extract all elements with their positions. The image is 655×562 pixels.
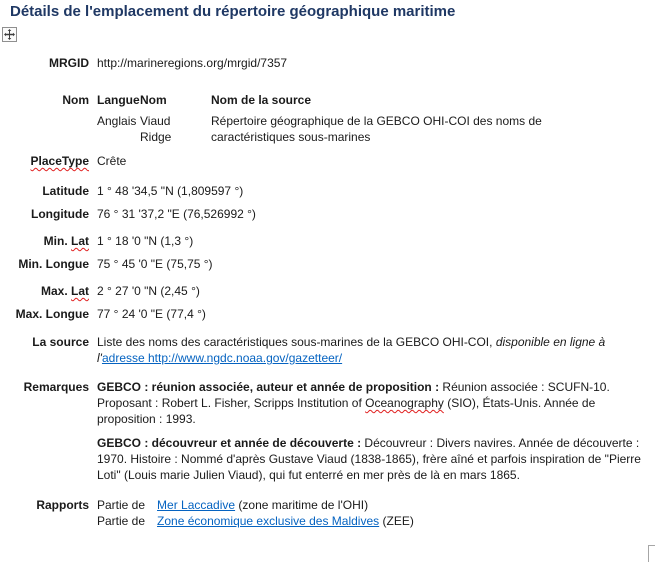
remarks-value	[97, 379, 648, 483]
mrgid-label: MRGID	[49, 56, 89, 70]
names-table	[97, 92, 648, 145]
min-long-label: Min. Longue	[18, 257, 89, 271]
placetype-value: Crête	[97, 154, 127, 168]
mrgid-value: http://marineregions.org/mrgid/7357	[97, 56, 288, 70]
field-row-max-long	[0, 306, 655, 322]
max-long-value: 77 ° 24 '0 "E (77,4 °)	[97, 307, 206, 321]
field-row-reports	[0, 497, 655, 529]
field-row-max-lat	[0, 283, 655, 299]
name-source: Répertoire géographique de la GEBCO OHI-COI des noms de caractéristiques sous-marines	[211, 114, 542, 144]
latitude-value: 1 ° 48 '34,5 "N (1,809597 °)	[97, 184, 244, 198]
max-long-label: Max. Longue	[15, 307, 89, 321]
field-row-remarks	[0, 379, 655, 483]
report-line-1: Partie de Mer Laccadive (zone maritime de l'OHI)	[97, 498, 369, 512]
placetype-label: PlaceType	[30, 154, 89, 168]
latitude-label: Latitude	[42, 184, 89, 198]
table-resize-handle[interactable]	[648, 545, 655, 562]
nom-label: Nom	[62, 93, 89, 107]
name-value: Viaud Ridge	[140, 114, 172, 144]
source-value: Liste des noms des caractéristiques sous-marines de la GEBCO OHI-COI, disponible en ligne à l'adresse http://www.ngdc.noaa.gov/gazetteer/	[97, 335, 606, 365]
remarks-paragraph-1: GEBCO : réunion associée, auteur et année de proposition : Réunion associée : SCUFN-10. Proposant : Robert L. Fisher, Scripps Institution of Oceanography (SIO), États-Unis. Année de proposition : 1993.	[97, 380, 610, 426]
field-row-nom	[0, 92, 655, 145]
names-col-nom: Nom	[140, 93, 167, 107]
longitude-label: Longitude	[31, 207, 89, 221]
remarks-paragraph-2: GEBCO : découvreur et année de découverte : Découvreur : Divers navires. Année de découverte : 1970. Histoire : Nommé d'après Gustave Viaud (1838-1865), frère aîné et parfois inspiration de "Pierre Loti" (Louis marie Julien Viaud), qui fut enterré en mer près de là en mars 1865.	[97, 436, 641, 482]
field-row-latitude	[0, 183, 655, 199]
field-row-min-long	[0, 256, 655, 272]
page-title: Détails de l'emplacement du répertoire géographique maritime	[10, 3, 456, 20]
reports-value	[97, 497, 648, 529]
field-row-source	[0, 334, 655, 366]
gazetteer-link[interactable]: adresse http://www.ngdc.noaa.gov/gazetteer/	[101, 351, 343, 365]
field-row-placetype	[0, 153, 655, 169]
min-lat-label: Min. Lat	[43, 234, 89, 248]
remarks-label: Remarques	[23, 380, 89, 394]
source-label: La source	[32, 335, 89, 349]
name-langue: Anglais	[97, 114, 137, 128]
names-col-source: Nom de la source	[211, 93, 312, 107]
source-italic-note: disponible en ligne à l'	[97, 335, 606, 365]
field-row-longitude	[0, 206, 655, 222]
field-row-min-lat	[0, 233, 655, 249]
longitude-value: 76 ° 31 '37,2 "E (76,526992 °)	[97, 207, 256, 221]
report-line-2: Partie de Zone économique exclusive des Maldives (ZEE)	[97, 514, 414, 528]
mer-laccadive-link[interactable]: Mer Laccadive	[157, 498, 236, 512]
min-long-value: 75 ° 45 '0 "E (75,75 °)	[97, 257, 213, 271]
min-lat-value: 1 ° 18 '0 "N (1,3 °)	[97, 234, 194, 248]
field-row-mrgid	[0, 55, 655, 71]
max-lat-value: 2 ° 27 '0 "N (2,45 °)	[97, 284, 200, 298]
max-lat-label: Max. Lat	[40, 284, 89, 298]
misspelled-word: Oceanography	[365, 396, 444, 410]
maldives-eez-link[interactable]: Zone économique exclusive des Maldives	[157, 514, 380, 528]
names-col-langue: Langue	[97, 93, 140, 107]
reports-label: Rapports	[36, 498, 89, 512]
